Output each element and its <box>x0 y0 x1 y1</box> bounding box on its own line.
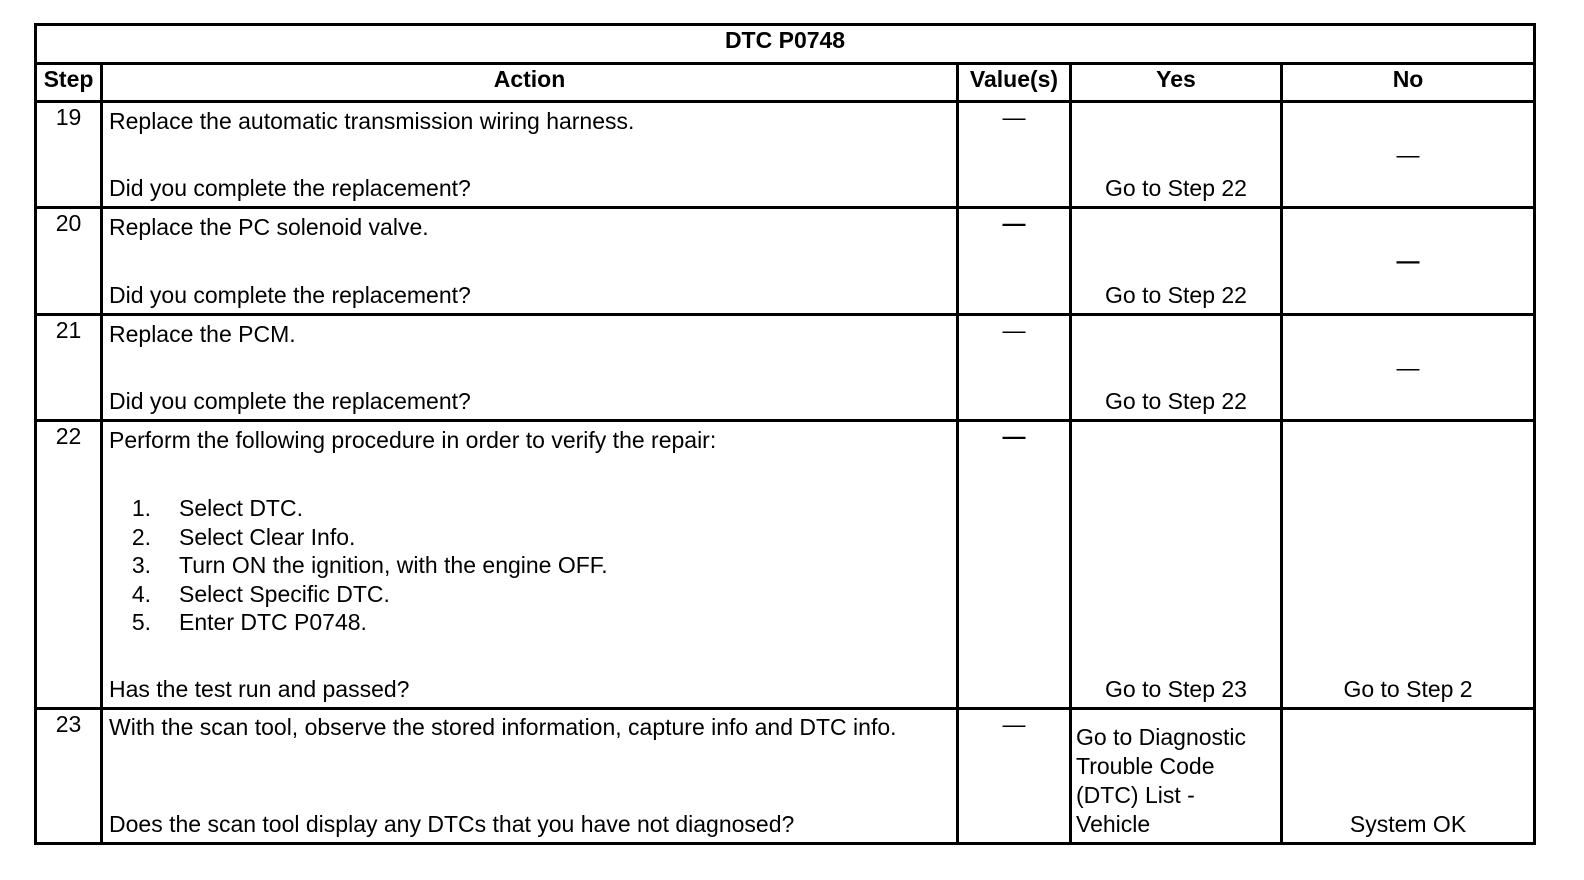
value-cell <box>958 709 1071 844</box>
yes-cell <box>1071 102 1282 208</box>
yes-cell <box>1071 421 1282 709</box>
header-values: Value(s) <box>958 64 1071 102</box>
dtc-table <box>34 23 1536 845</box>
table-row <box>36 709 1535 844</box>
no-value: — <box>1396 247 1420 274</box>
procedure-step-number: 3. <box>131 552 151 578</box>
no-cell <box>1282 421 1535 709</box>
value-cell <box>958 102 1071 208</box>
no-cell <box>1282 102 1535 208</box>
action-cell <box>102 208 958 315</box>
header-no: No <box>1282 64 1535 102</box>
procedure-step-text: Enter DTC P0748. <box>179 609 367 635</box>
procedure-step-number: 5. <box>131 609 151 635</box>
action-instruction: Replace the automatic transmission wiring harness. <box>109 108 635 134</box>
header-action: Action <box>102 64 958 102</box>
value-dash: — <box>1002 711 1026 737</box>
action-question: Did you complete the replacement? <box>109 282 471 308</box>
yes-link[interactable]: Go to Step 23 <box>1105 676 1247 702</box>
value-dash: — <box>1002 104 1026 130</box>
procedure-step-number: 2. <box>131 523 151 550</box>
procedure-step <box>109 580 608 609</box>
procedure-step <box>109 523 608 552</box>
step-number: 20 <box>36 208 102 315</box>
action-instruction: Replace the PCM. <box>109 321 296 347</box>
yes-cell <box>1071 208 1282 315</box>
action-question: Has the test run and passed? <box>109 676 410 702</box>
action-question: Did you complete the replacement? <box>109 388 471 414</box>
procedure-step-text: Select Specific DTC. <box>179 580 390 607</box>
procedure-step <box>109 608 608 637</box>
no-cell <box>1282 315 1535 421</box>
procedure-step <box>109 551 608 580</box>
value-dash: — <box>1002 210 1026 236</box>
procedure-step <box>109 494 608 523</box>
yes-link[interactable]: Go to Step 22 <box>1105 388 1247 414</box>
yes-link[interactable]: Go to Step 22 <box>1105 175 1247 201</box>
step-number: 23 <box>36 709 102 844</box>
procedure-step-number: 1. <box>131 495 151 521</box>
action-question: Did you complete the replacement? <box>109 175 471 201</box>
action-instruction: With the scan tool, observe the stored information, capture info and DTC info. <box>109 714 897 740</box>
no-cell <box>1282 709 1535 844</box>
action-instruction: Perform the following procedure in order to verify the repair: <box>109 427 717 453</box>
table-row <box>36 102 1535 208</box>
header-step: Step <box>36 64 102 102</box>
action-instruction: Replace the PC solenoid valve. <box>109 214 429 240</box>
action-question: Does the scan tool display any DTCs that you have not diagnosed? <box>109 811 795 837</box>
action-cell <box>102 709 958 844</box>
procedure-step-text: Select Clear Info. <box>179 523 356 550</box>
yes-link[interactable]: Go to Diagnostic Trouble Code (DTC) List - Vehicle <box>1076 724 1247 837</box>
yes-cell <box>1071 709 1282 844</box>
value-dash: — <box>1002 423 1026 449</box>
procedure-step-text: Select DTC. <box>179 495 303 521</box>
procedure-step-number: 4. <box>131 580 151 607</box>
value-cell <box>958 315 1071 421</box>
header-yes: Yes <box>1071 64 1282 102</box>
step-number: 21 <box>36 315 102 421</box>
no-value: — <box>1396 354 1420 380</box>
procedure-step-text: Turn ON the ignition, with the engine OFF. <box>179 552 608 578</box>
action-cell <box>102 102 958 208</box>
no-link[interactable]: Go to Step 2 <box>1343 676 1473 702</box>
no-value: System OK <box>1349 811 1467 837</box>
no-cell <box>1282 208 1535 315</box>
yes-link[interactable]: Go to Step 22 <box>1105 282 1247 308</box>
value-dash: — <box>1002 317 1026 343</box>
no-value: — <box>1396 141 1420 167</box>
action-cell <box>102 421 958 709</box>
value-cell <box>958 208 1071 315</box>
step-number: 22 <box>36 421 102 709</box>
table-row <box>36 315 1535 421</box>
action-cell <box>102 315 958 421</box>
value-cell <box>958 421 1071 709</box>
yes-cell <box>1071 315 1282 421</box>
table-title: DTC P0748 <box>36 25 1535 64</box>
procedure-list <box>109 494 608 637</box>
table-row <box>36 421 1535 709</box>
table-row <box>36 208 1535 315</box>
step-number: 19 <box>36 102 102 208</box>
